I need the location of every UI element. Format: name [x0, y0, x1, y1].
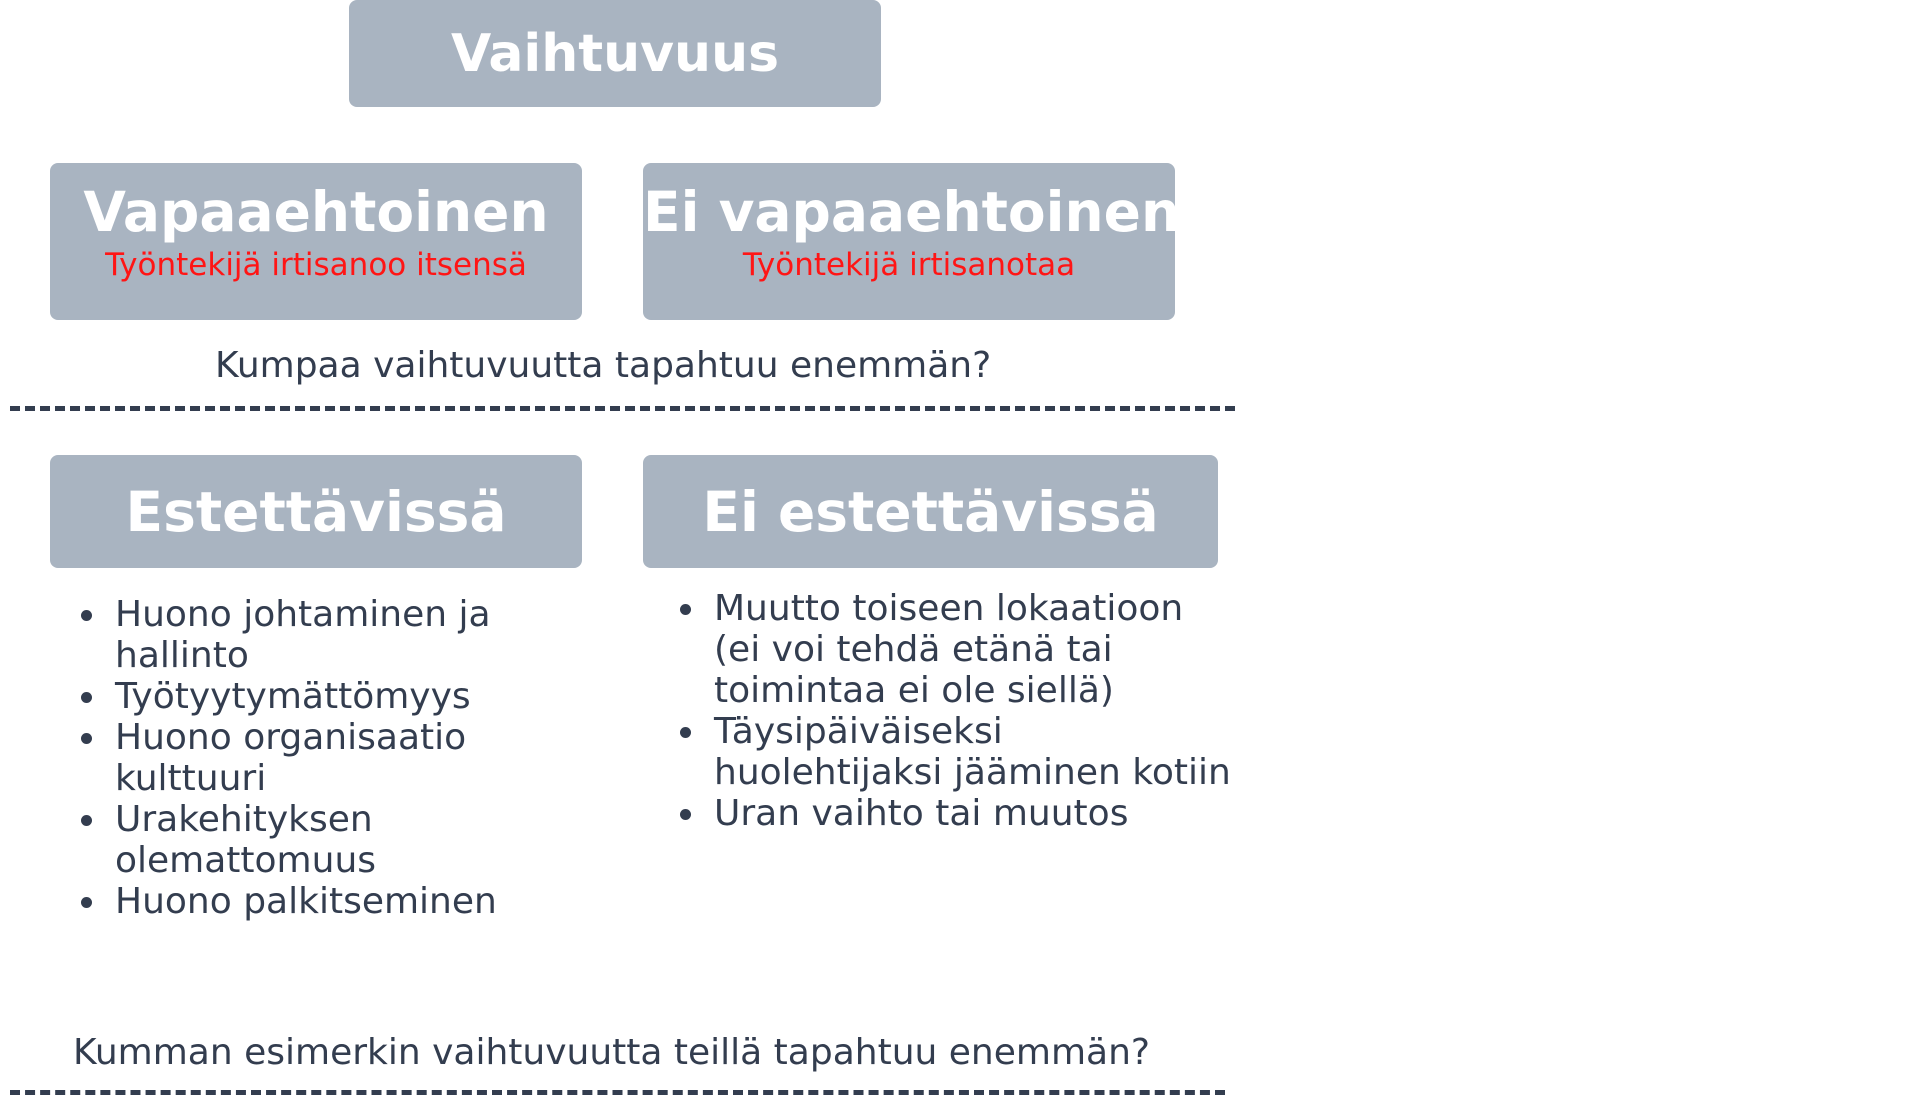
- question-text: Kumpaa vaihtuvuutta tapahtuu enemmän?: [215, 345, 992, 386]
- question-text: Kumman esimerkin vaihtuvuutta teillä tapahtuu enemmän?: [73, 1032, 1151, 1073]
- preventable-title: Estettävissä: [125, 479, 507, 544]
- page-title: Vaihtuvuus: [450, 23, 780, 84]
- list-item: Urakehityksen olemattomuus: [73, 799, 533, 881]
- voluntary-subtitle: Työntekijä irtisanoo itsensä: [105, 247, 527, 283]
- list-item: Työtyytymättömyys: [73, 676, 533, 717]
- voluntary-title: Vapaaehtoinen: [83, 180, 549, 244]
- title-box: [349, 0, 881, 107]
- involuntary-box: [643, 163, 1181, 320]
- preventable-box: [50, 455, 582, 568]
- dashed-divider: [10, 406, 1235, 411]
- involuntary-title: Ei vapaaehtoinen: [643, 180, 1181, 244]
- list-item: Huono johtaminen ja hallinto: [73, 594, 533, 676]
- voluntary-box: [50, 163, 582, 320]
- list-item: Täysipäiväiseksi huolehtijaksi jääminen kotiin: [672, 711, 1232, 793]
- not-preventable-title: Ei estettävissä: [702, 479, 1159, 544]
- list-item: Huono organisaatio kulttuuri: [73, 717, 533, 799]
- not-preventable-list: [672, 588, 1232, 834]
- dashed-divider: [10, 1090, 1225, 1095]
- list-item: Uran vaihto tai muutos: [672, 793, 1232, 834]
- preventable-list: [73, 594, 533, 922]
- involuntary-subtitle: Työntekijä irtisanotaa: [742, 247, 1076, 283]
- list-item: Muutto toiseen lokaatioon (ei voi tehdä etänä tai toimintaa ei ole siellä): [672, 588, 1232, 711]
- not-preventable-box: [643, 455, 1218, 568]
- list-item: Huono palkitseminen: [73, 881, 533, 922]
